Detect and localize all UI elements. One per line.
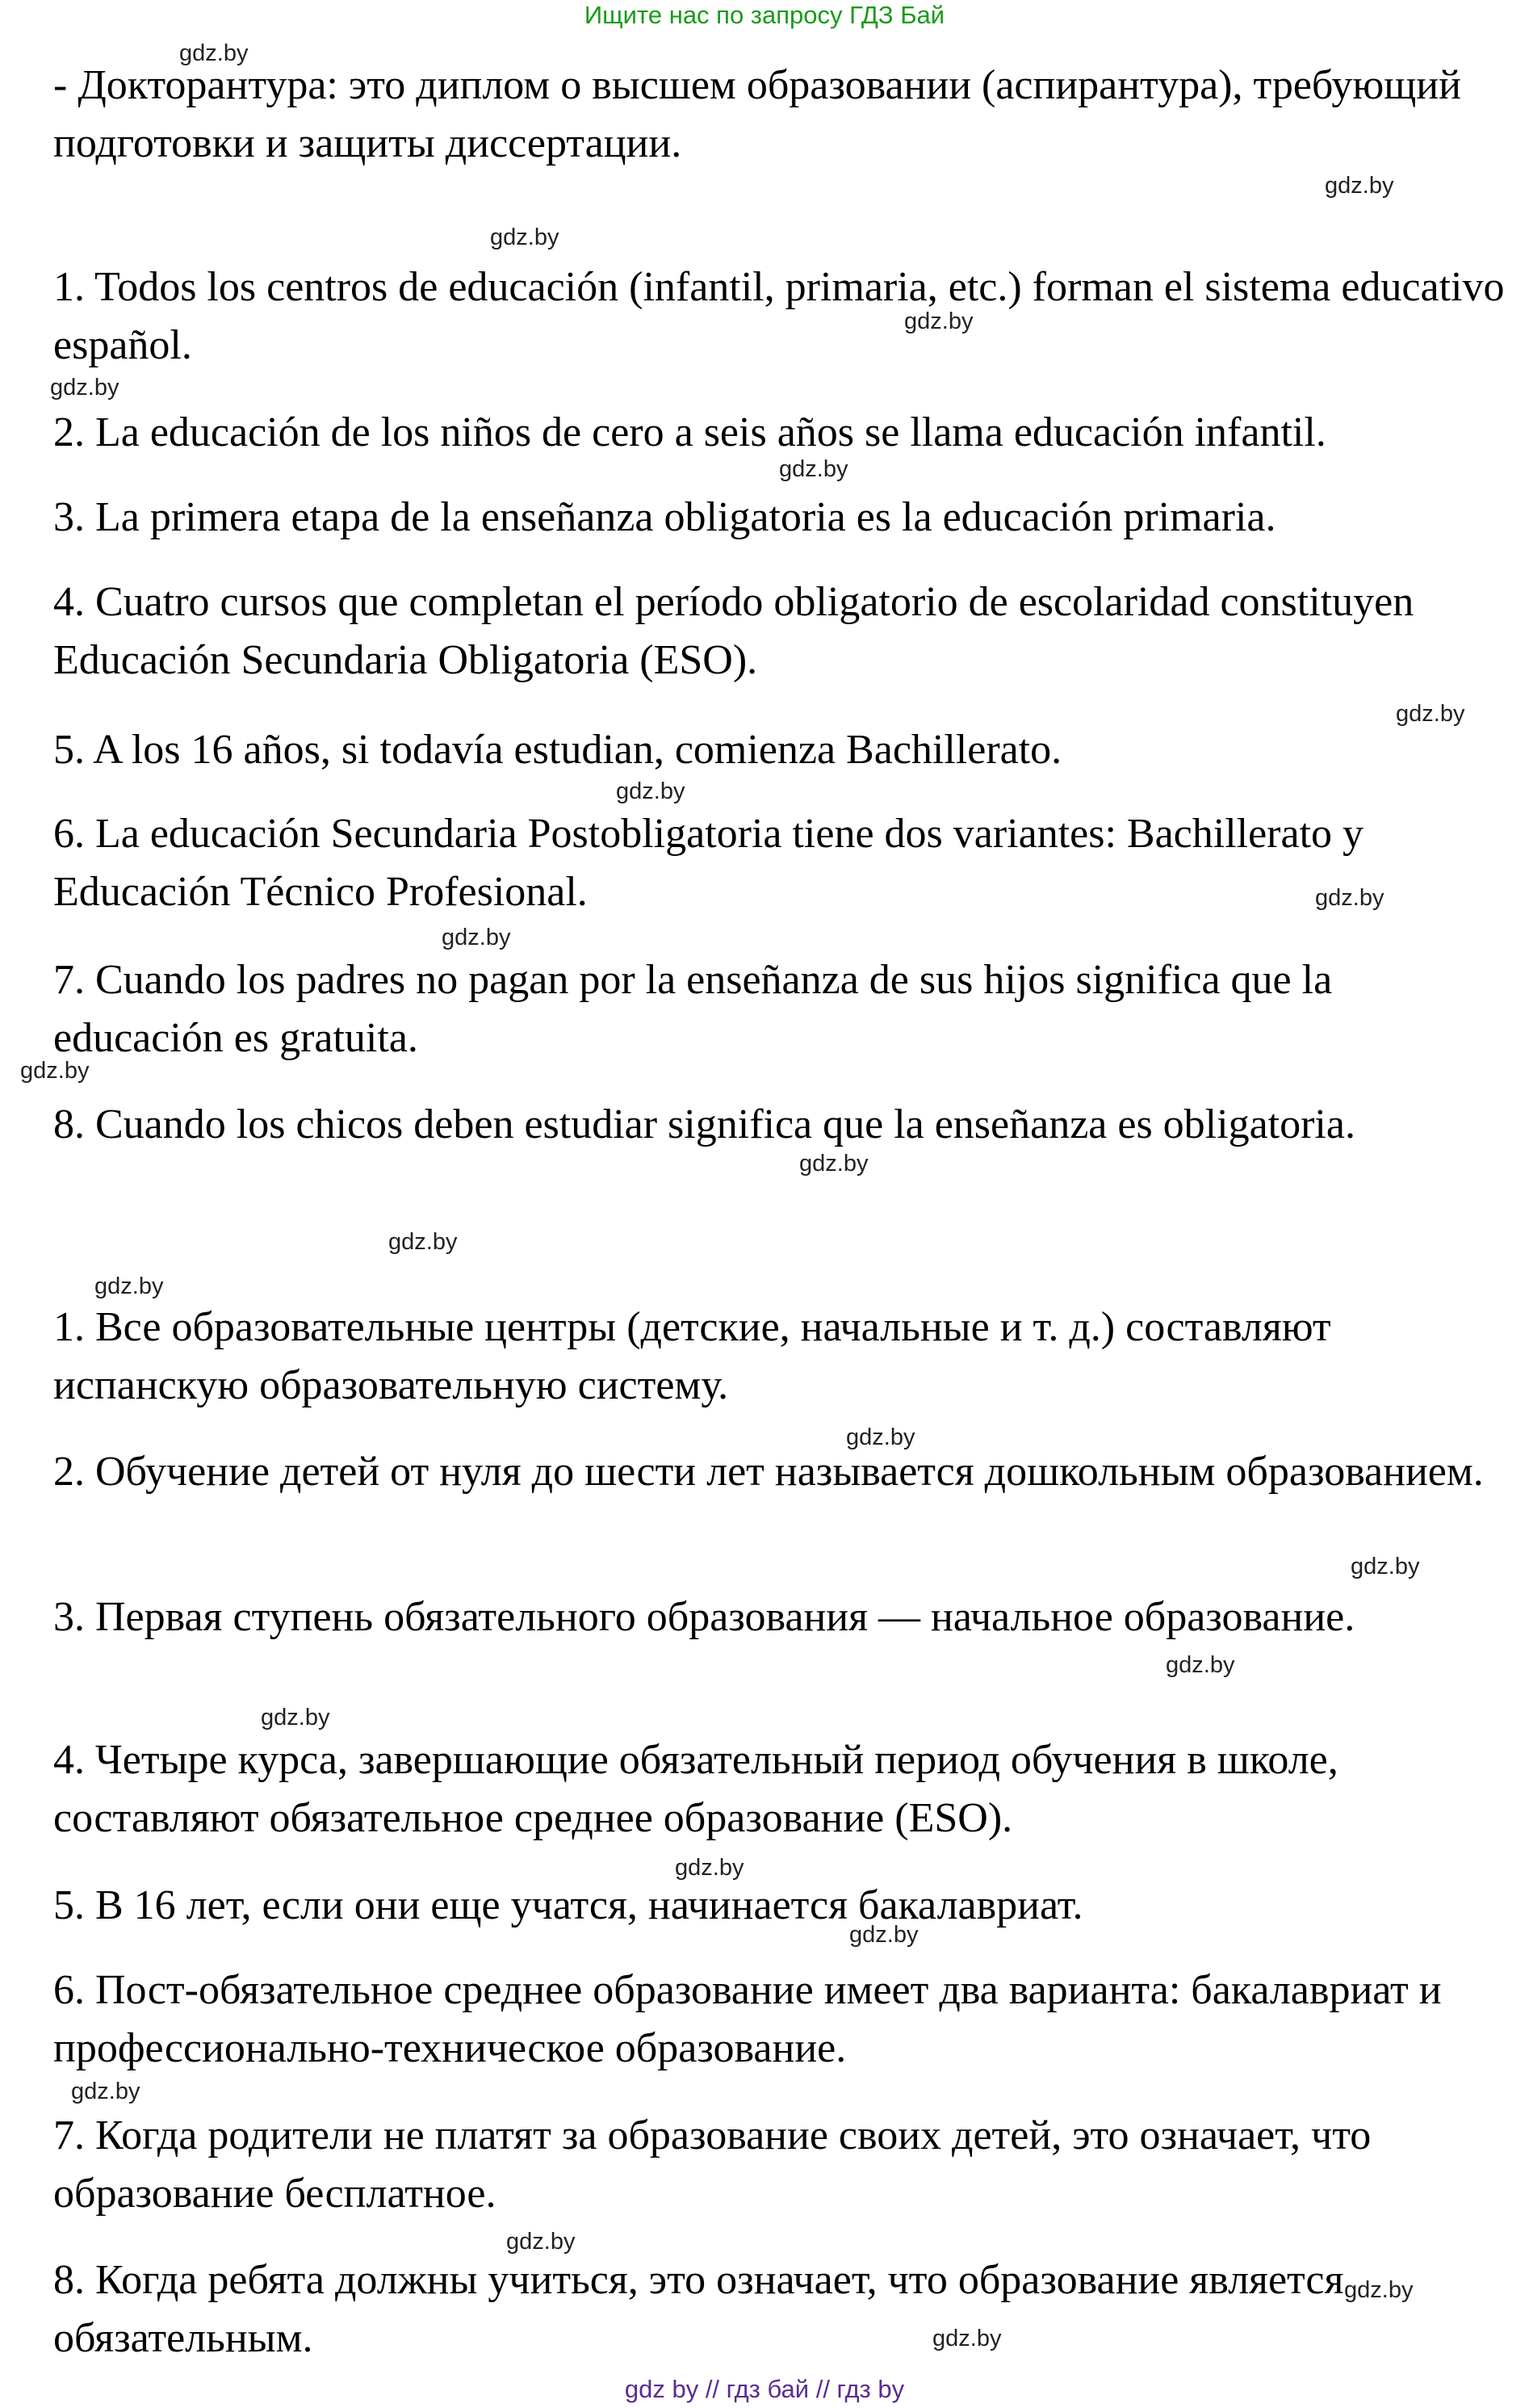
spanish-item-5: 5. A los 16 años, si todavía estudian, comienza Bachillerato. xyxy=(53,727,1062,773)
watermark: gdz.by xyxy=(94,1273,164,1299)
russian-item-6: 6. Пост-обязательное среднее образование имеет два варианта: бакалавриат и профессионально-техническое образование. xyxy=(53,1967,1442,2071)
spanish-item-1: 1. Todos los centros de educación (infantil, primaria, etc.) forman el sistema educativo español. xyxy=(53,264,1505,368)
intro-paragraph: - Докторантура: это диплом о высшем образовании (аспирантура), требующий подготовки и защиты диссертации. xyxy=(53,62,1461,166)
spanish-item-4: 4. Cuatro cursos que completan el período obligatorio de escolaridad constituyen Educación Secundaria Obligatoria (ESO). xyxy=(53,579,1414,683)
watermark: gdz.by xyxy=(1166,1652,1235,1678)
watermark: gdz.by xyxy=(388,1229,458,1255)
watermark: gdz.by xyxy=(616,778,685,804)
watermark: gdz.by xyxy=(675,1855,744,1881)
watermark: gdz.by xyxy=(179,40,249,66)
watermark: gdz.by xyxy=(261,1705,330,1730)
watermark: gdz.by xyxy=(932,2326,1002,2351)
top-banner: Ищите нас по запросу ГДЗ Бай xyxy=(584,1,945,29)
watermark: gdz.by xyxy=(71,2079,140,2104)
russian-item-1: 1. Все образовательные центры (детские, начальные и т. д.) составляют испанскую образовательную систему. xyxy=(53,1304,1331,1408)
spanish-item-6: 6. La educación Secundaria Postobligatoria tiene dos variantes: Bachillerato y Educación Técnico Profesional. xyxy=(53,811,1364,915)
watermark: gdz.by xyxy=(779,456,848,482)
russian-item-5: 5. В 16 лет, если они еще учатся, начинается бакалавриат. xyxy=(53,1882,1083,1928)
spanish-item-7: 7. Cuando los padres no pagan por la enseñanza de sus hijos significa que la educación es gratuita. xyxy=(53,957,1333,1061)
russian-item-3: 3. Первая ступень обязательного образования — начальное образование. xyxy=(53,1594,1355,1640)
spanish-item-8: 8. Cuando los chicos deben estudiar significa que la enseñanza es obligatoria. xyxy=(53,1101,1355,1147)
footer-links: gdz by // гдз бай // гдз by xyxy=(624,2375,905,2403)
watermark: gdz.by xyxy=(490,224,559,250)
watermark: gdz.by xyxy=(1344,2277,1414,2303)
watermark: gdz.by xyxy=(1351,1554,1420,1579)
watermark: gdz.by xyxy=(1325,173,1394,199)
watermark: gdz.by xyxy=(1315,885,1384,911)
watermark: gdz.by xyxy=(20,1058,90,1084)
russian-item-2: 2. Обучение детей от нуля до шести лет называется дошкольным образованием. xyxy=(53,1449,1484,1495)
watermark: gdz.by xyxy=(849,1922,919,1948)
russian-item-8: 8. Когда ребята должны учиться, это означает, что образование является обязательным. xyxy=(53,2257,1344,2361)
russian-item-7: 7. Когда родители не платят за образование своих детей, это означает, что образование бесплатное. xyxy=(53,2112,1372,2217)
spanish-item-2: 2. La educación de los niños de cero a seis años se llama educación infantil. xyxy=(53,409,1326,455)
watermark: gdz.by xyxy=(506,2229,576,2255)
russian-item-4: 4. Четыре курса, завершающие обязательный период обучения в школе, составляют обязательное среднее образование (ESO). xyxy=(53,1737,1338,1841)
watermark: gdz.by xyxy=(904,308,974,334)
watermark: gdz.by xyxy=(442,925,511,950)
spanish-item-3: 3. La primera etapa de la enseñanza obligatoria es la educación primaria. xyxy=(53,494,1276,540)
watermark: gdz.by xyxy=(846,1424,915,1450)
watermark: gdz.by xyxy=(50,375,119,401)
watermark: gdz.by xyxy=(1396,701,1465,727)
watermark: gdz.by xyxy=(799,1151,869,1177)
